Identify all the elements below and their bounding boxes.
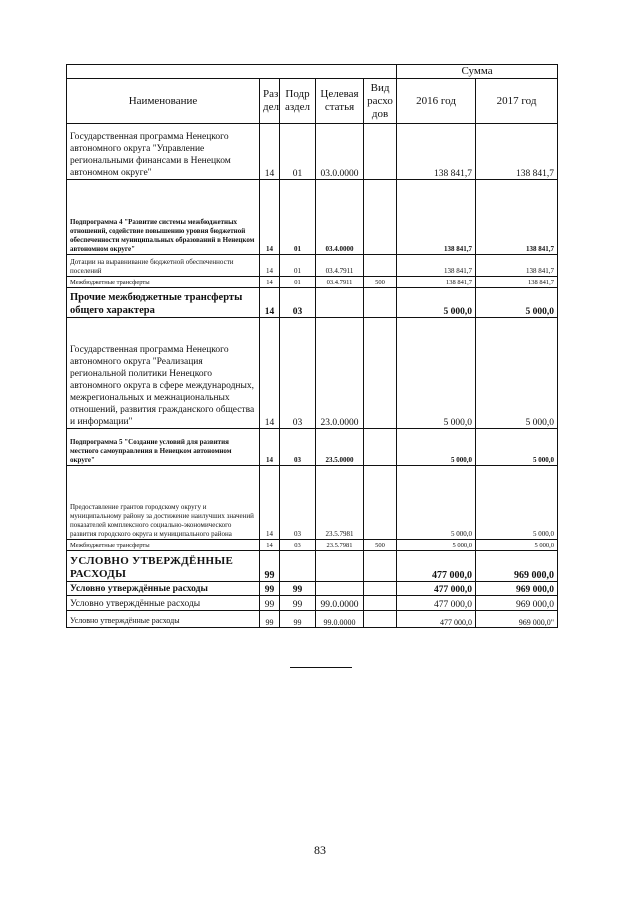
row-podrazdel: 99: [280, 611, 316, 628]
row-podrazdel: 01: [280, 124, 316, 180]
row-podrazdel: [280, 551, 316, 582]
row-tselevaya: 23.5.7981: [316, 540, 364, 551]
row-name: Подпрограмма 4 "Развитие системы межбюджетных отношений, содействие повышению уровня бюджетной обеспеченности муниципальных образований в Ненецком автономном округе": [67, 180, 260, 255]
row-2017: [476, 611, 558, 628]
col-header-podrazdel: Подр аздел: [280, 79, 316, 124]
row-tselevaya: 03.4.7911: [316, 277, 364, 288]
table-row: [67, 277, 558, 288]
row-vid: [364, 582, 397, 596]
col-header-summa: Сумма: [397, 65, 558, 79]
col-header-tselevaya: Целевая статья: [316, 79, 364, 124]
col-header-razdel: Раз дел: [260, 79, 280, 124]
row-podrazdel: 01: [280, 277, 316, 288]
row-2016: 477 000,0: [397, 596, 476, 611]
row-tselevaya: 23.0.0000: [316, 318, 364, 429]
row-tselevaya: 03.4.7911: [316, 255, 364, 277]
row-podrazdel: 01: [280, 255, 316, 277]
row-name: УСЛОВНО УТВЕРЖДЁННЫЕ РАСХОДЫ: [67, 551, 260, 582]
row-podrazdel: 03: [280, 429, 316, 466]
row-vid: [364, 551, 397, 582]
row-vid: [364, 611, 397, 628]
row-name: Условно утверждённые расходы: [67, 611, 260, 628]
table-row: [67, 582, 558, 596]
row-name: Межбюджетные трансферты: [67, 540, 260, 551]
table-row: [67, 318, 558, 429]
table-row: [67, 466, 558, 540]
table-row: [67, 255, 558, 277]
row-razdel: 99: [260, 582, 280, 596]
table-row: [67, 124, 558, 180]
row-podrazdel: 99: [280, 596, 316, 611]
row-name: Дотации на выравнивание бюджетной обеспеченности поселений: [67, 255, 260, 277]
row-2016: 5 000,0: [397, 466, 476, 540]
row-name: Государственная программа Ненецкого автономного округа "Реализация региональной политики Ненецкого автономного округа в сфере международных, межрегиональных и межнациональных отношений, развития гражданского общества и информации": [67, 318, 260, 429]
row-razdel: 14: [260, 318, 280, 429]
table-row: [67, 551, 558, 582]
row-2016: 138 841,7: [397, 255, 476, 277]
row-tselevaya: 23.5.7981: [316, 466, 364, 540]
col-header-name: Наименование: [67, 79, 260, 124]
row-tselevaya: 03.0.0000: [316, 124, 364, 180]
row-2017: 969 000,0: [476, 551, 558, 582]
row-2016: 5 000,0: [397, 318, 476, 429]
row-razdel: 14: [260, 255, 280, 277]
row-2017: 5 000,0: [476, 288, 558, 318]
row-2016: 5 000,0: [397, 288, 476, 318]
row-2016: 477 000,0: [397, 551, 476, 582]
row-2017: 969 000,0: [476, 582, 558, 596]
row-tselevaya: [316, 288, 364, 318]
row-tselevaya: 99.0.0000: [316, 596, 364, 611]
row-podrazdel: 03: [280, 466, 316, 540]
row-name: Государственная программа Ненецкого автономного округа "Управление региональными финансами в Ненецком автономном округе": [67, 124, 260, 180]
row-2016: 477 000,0: [397, 582, 476, 596]
row-2017-value: 969 000,0: [518, 618, 551, 627]
row-tselevaya: 03.4.0000: [316, 180, 364, 255]
row-razdel: 14: [260, 288, 280, 318]
col-header-2017: 2017 год: [476, 79, 558, 124]
row-podrazdel: 03: [280, 318, 316, 429]
row-razdel: 14: [260, 540, 280, 551]
divider-line: [290, 667, 352, 668]
table-row: [67, 180, 558, 255]
row-2017: 138 841,7: [476, 180, 558, 255]
row-2016: 477 000,0: [397, 611, 476, 628]
row-vid: 500: [364, 277, 397, 288]
col-header-vid: Вид расхо дов: [364, 79, 397, 124]
row-razdel: 99: [260, 611, 280, 628]
table-row: [67, 596, 558, 611]
row-podrazdel: 03: [280, 540, 316, 551]
budget-table: [66, 64, 558, 628]
row-vid: [364, 288, 397, 318]
row-name: Подпрограмма 5 "Создание условий для развития местного самоуправления в Ненецком автономном округе": [67, 429, 260, 466]
row-name: Межбюджетные трансферты: [67, 277, 260, 288]
table-row: [67, 429, 558, 466]
row-name: Прочие межбюджетные трансферты общего характера: [67, 288, 260, 318]
table-row: [67, 540, 558, 551]
row-vid: [364, 124, 397, 180]
closing-quote-mark: ": [550, 618, 555, 627]
row-podrazdel: 03: [280, 288, 316, 318]
row-razdel: 14: [260, 429, 280, 466]
row-podrazdel: 99: [280, 582, 316, 596]
row-razdel: 14: [260, 180, 280, 255]
row-razdel: 14: [260, 124, 280, 180]
row-name: Предоставление грантов городскому округу и муниципальному району за достижение наилучших значений показателей комплексного социально-экономического развития городского округа и муниципального района: [67, 466, 260, 540]
row-razdel: 99: [260, 551, 280, 582]
row-vid: [364, 466, 397, 540]
row-razdel: 14: [260, 277, 280, 288]
row-2017: 5 000,0: [476, 318, 558, 429]
page-number: 83: [314, 843, 326, 857]
row-podrazdel: 01: [280, 180, 316, 255]
row-2017: 138 841,7: [476, 255, 558, 277]
row-vid: [364, 255, 397, 277]
row-2017: 138 841,7: [476, 277, 558, 288]
row-name: Условно утверждённые расходы: [67, 596, 260, 611]
row-vid: [364, 180, 397, 255]
row-2016: 5 000,0: [397, 429, 476, 466]
row-tselevaya: [316, 551, 364, 582]
row-vid: [364, 596, 397, 611]
row-2017: 5 000,0: [476, 466, 558, 540]
row-2017: 138 841,7: [476, 124, 558, 180]
row-vid: [364, 318, 397, 429]
row-tselevaya: 23.5.0000: [316, 429, 364, 466]
row-2016: 5 000,0: [397, 540, 476, 551]
row-2017: 969 000,0: [476, 596, 558, 611]
row-vid: [364, 429, 397, 466]
table-row: [67, 611, 558, 628]
row-razdel: 14: [260, 466, 280, 540]
row-tselevaya: 99.0.0000: [316, 611, 364, 628]
row-2017: 5 000,0: [476, 540, 558, 551]
row-razdel: 99: [260, 596, 280, 611]
row-2016: 138 841,7: [397, 180, 476, 255]
row-vid: 500: [364, 540, 397, 551]
table-row: [67, 288, 558, 318]
row-name: Условно утверждённые расходы: [67, 582, 260, 596]
row-2016: 138 841,7: [397, 124, 476, 180]
row-tselevaya: [316, 582, 364, 596]
row-2016: 138 841,7: [397, 277, 476, 288]
col-header-2016: 2016 год: [397, 79, 476, 124]
row-2017: 5 000,0: [476, 429, 558, 466]
